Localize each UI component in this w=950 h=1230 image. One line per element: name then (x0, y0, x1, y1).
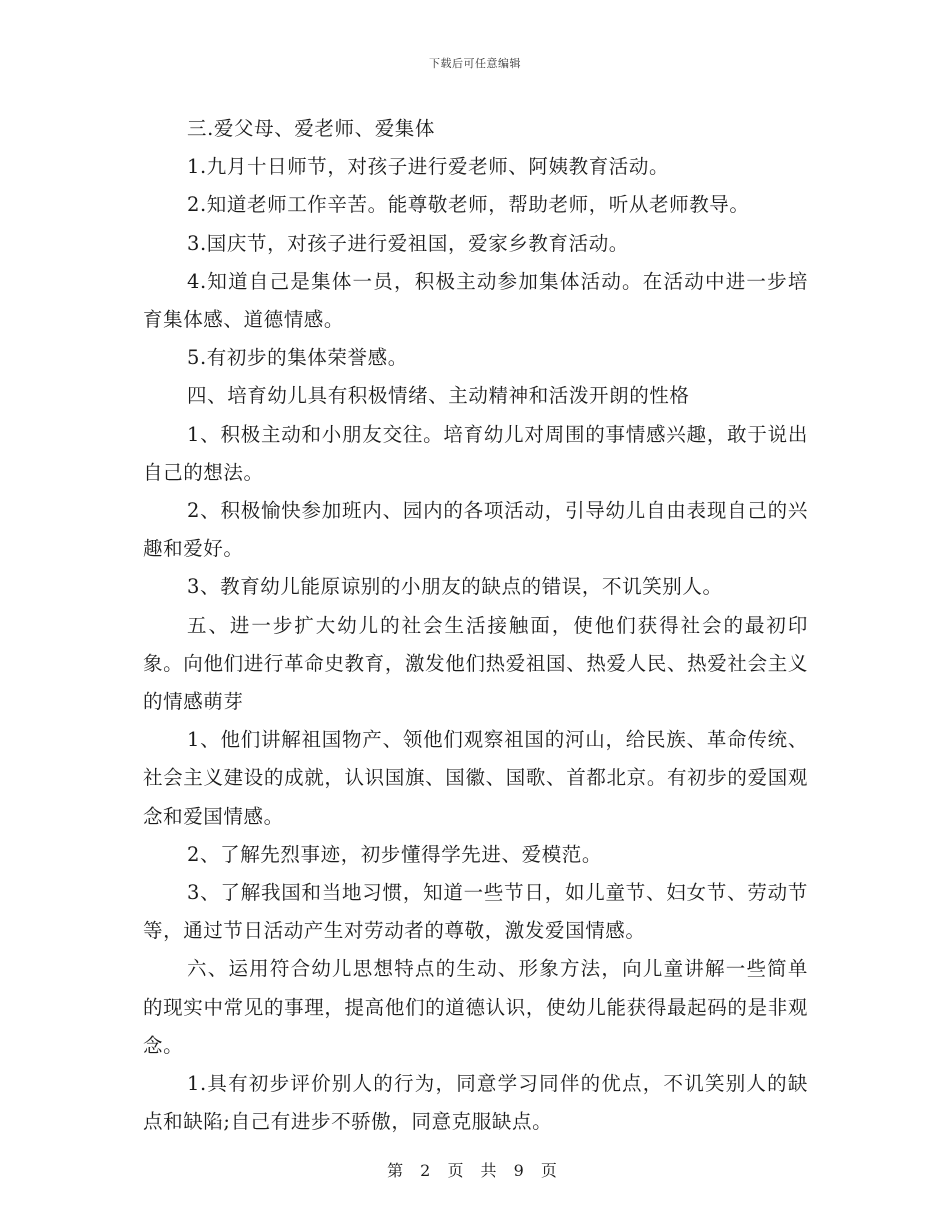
paragraph: 4.知道自己是集体一员，积极主动参加集体活动。在活动中进一步培育集体感、道德情感。 (143, 269, 808, 332)
paragraph: 1、积极主动和小朋友交往。培育幼儿对周围的事情感兴趣，敢于说出自己的想法。 (143, 422, 808, 484)
paragraph: 2、积极愉快参加班内、园内的各项活动，引导幼儿自由表现自己的兴趣和爱好。 (143, 499, 808, 561)
paragraph: 5.有初步的集体荣誉感。 (187, 346, 408, 370)
paragraph: 3、教育幼儿能原谅别的小朋友的缺点的错误，不讥笑别人。 (187, 575, 723, 599)
paragraph: 1.九月十日师节，对孩子进行爱老师、阿姨教育活动。 (187, 155, 670, 179)
paragraph: 1.具有初步评价别人的行为，同意学习同伴的优点，不讥笑别人的缺点和缺陷;自己有进步不骄傲，同意克服缺点。 (143, 1072, 808, 1134)
paragraph: 3.国庆节，对孩子进行爱祖国，爱家乡教育活动。 (187, 231, 629, 255)
document-body (143, 110, 808, 1141)
page-number: 第 2 页 共 9 页 (387, 1161, 563, 1180)
paragraph: 3、了解我国和当地习惯，知道一些节日，如儿童节、妇女节、劳动节等，通过节日活动产生对劳动者的尊敬，激发爱国情感。 (143, 881, 808, 943)
section-heading-5: 五、进一步扩大幼儿的社会生活接触面，使他们获得社会的最初印象。向他们进行革命史教育，激发他们热爱祖国、热爱人民、热爱社会主义的情感萌芽 (143, 613, 808, 714)
section-heading-6: 六、运用符合幼儿思想特点的生动、形象方法，向儿童讲解一些简单的现实中常见的事理，提高他们的道德认识，使幼儿能获得最起码的是非观念。 (143, 957, 808, 1057)
paragraph: 2.知道老师工作辛苦。能尊敬老师，帮助老师，听从老师教导。 (187, 193, 750, 217)
section-heading-3: 三.爱父母、爱老师、爱集体 (187, 117, 435, 140)
section-heading-4: 四、培育幼儿具有积极情绪、主动精神和活泼开朗的性格 (187, 384, 690, 408)
page-header: 下载后可任意编辑 (429, 57, 521, 70)
paragraph: 2、了解先烈事迹，初步懂得学先进、爱模范。 (187, 842, 603, 866)
paragraph: 1、他们讲解祖国物产、领他们观察祖国的河山，给民族、革命传统、社会主义建设的成就，认识国旗、国徽、国歌、首都北京。有初步的爱国观念和爱国情感。 (143, 728, 808, 828)
